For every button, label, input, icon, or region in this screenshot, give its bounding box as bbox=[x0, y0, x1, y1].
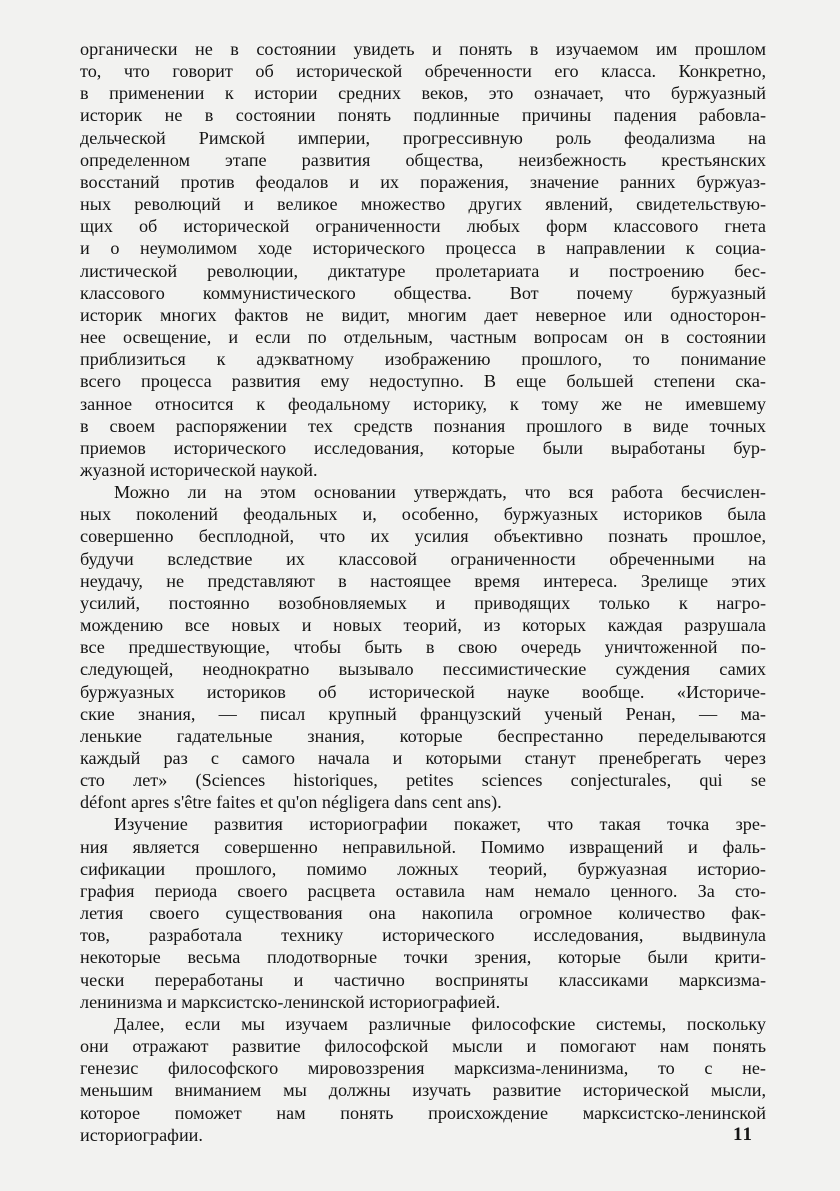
paragraph-3 bbox=[80, 813, 766, 1012]
text-line: жуазной исторической наукой. bbox=[80, 459, 318, 480]
text-line: ленькие гадательные знания, которые беспрестанно переделываются bbox=[80, 725, 766, 746]
text-line: определенном этапе развития общества, неизбежность крестьянских bbox=[80, 149, 766, 170]
text-line: каждый раз с самого начала и которыми станут пренебрегать через bbox=[80, 748, 766, 768]
text-line: дельческой Римской империи, прогрессивную роль феодализма на bbox=[80, 127, 766, 148]
text-line: следующей, неоднократно вызывало пессимистические суждения самих bbox=[80, 659, 766, 680]
text-line: приемов исторического исследования, которые были выработаны бур- bbox=[80, 437, 766, 458]
text-line: графия периода своего расцвета оставила нам немало ценного. За сто- bbox=[80, 880, 766, 901]
text-line: ленинизма и марксистско-ленинской историографией. bbox=[80, 991, 501, 1012]
text-line: всего процесса развития ему недоступно. В еще большей степени ска- bbox=[80, 371, 766, 392]
paragraph-1 bbox=[80, 38, 766, 481]
paragraph-4 bbox=[80, 1013, 766, 1146]
text-line: занное относится к феодальному историку, к тому же не имевшему bbox=[80, 393, 766, 414]
text-line: летия своего существования она накопила огромное количество фак- bbox=[80, 903, 766, 924]
text-line: некоторые весьма плодотворные точки зрения, которые были крити- bbox=[80, 947, 766, 968]
text-line: ных революций и великое множество других явлений, свидетельствую- bbox=[80, 194, 766, 215]
page-number: 11 bbox=[733, 1124, 753, 1145]
text-line: сификации прошлого, помимо ложных теорий, буржуазная историо- bbox=[80, 858, 766, 879]
text-line: щих об исторической ограниченности любых форм классового гнета bbox=[80, 216, 766, 237]
text-line: и о неумолимом ходе исторического процесса в направлении к социа- bbox=[80, 238, 766, 259]
body-text bbox=[80, 38, 766, 1146]
text-line: листической революции, диктатуре пролетариата и построению бес- bbox=[80, 260, 766, 281]
text-line: то, что говорит об исторической обреченности его класса. Конкретно, bbox=[80, 61, 766, 82]
text-line: историк не в состоянии понять подлинные причины падения рабовла- bbox=[80, 105, 766, 126]
text-line: меньшим вниманием мы должны изучать развитие исторической мысли, bbox=[80, 1080, 766, 1101]
text-line: классового коммунистического общества. Вот почему буржуазный bbox=[80, 282, 766, 303]
text-line: мождению все новых и новых теорий, из которых каждая разрушала bbox=[80, 615, 766, 636]
text-line: чески переработаны и частично восприняты классиками марксизма- bbox=[80, 969, 766, 990]
text-line: нее освещение, и если по отдельным, частным вопросам он в состоянии bbox=[80, 327, 766, 348]
paragraph-2 bbox=[80, 481, 766, 813]
text-line: ния является совершенно неправильной. Помимо извращений и фаль- bbox=[80, 836, 766, 857]
text-line: восстаний против феодалов и их поражения, значение ранних буржуаз- bbox=[80, 171, 766, 192]
text-line: усилий, постоянно возобновляемых и приводящих только к нагро- bbox=[80, 592, 766, 613]
text-line: défont apres s'être faites et qu'on négligera dans cent ans). bbox=[80, 792, 502, 813]
text-line: они отражают развитие философской мысли и помогают нам понять bbox=[80, 1036, 766, 1057]
text-line: Изучение развития историографии покажет, что такая точка зре- bbox=[114, 814, 766, 835]
text-line: в применении к истории средних веков, это означает, что буржуазный bbox=[80, 83, 766, 104]
text-line: совершенно бесплодной, что их усилия объективно познать прошлое, bbox=[80, 526, 766, 547]
text-line: будучи вследствие их классовой ограниченности обреченными на bbox=[80, 548, 766, 569]
text-line: историк многих фактов не видит, многим дает неверное или односторон- bbox=[80, 304, 766, 325]
text-line: Далее, если мы изучаем различные философские системы, поскольку bbox=[114, 1013, 766, 1034]
text-line: Можно ли на этом основании утверждать, что вся работа бесчислен- bbox=[114, 482, 766, 503]
text-line: которое поможет нам понять происхождение марксистско-ленинской bbox=[80, 1102, 766, 1123]
text-line: ных поколений феодальных и, особенно, буржуазных историков была bbox=[80, 504, 766, 525]
text-line: буржуазных историков об исторической науке вообще. «Историче- bbox=[80, 681, 766, 702]
text-line: историографии. bbox=[80, 1124, 203, 1145]
text-line: органически не в состоянии увидеть и понять в изучаемом им прошлом bbox=[80, 39, 766, 59]
text-line: неудачу, не представляют в настоящее время интереса. Зрелище этих bbox=[80, 570, 766, 591]
text-line: все предшествующие, чтобы быть в свою очередь уничтоженной по- bbox=[80, 637, 766, 658]
text-line: тов, разработала технику исторического исследования, выдвинула bbox=[80, 925, 766, 946]
text-line: приблизиться к адэкватному изображению прошлого, то понимание bbox=[80, 349, 766, 370]
text-line: в своем распоряжении тех средств познания прошлого в виде точных bbox=[80, 415, 766, 436]
text-line: ские знания, — писал крупный французский ученый Ренан, — ма- bbox=[80, 703, 766, 724]
text-line: сто лет» (Sciences historiques, petites sciences conjecturales, qui se bbox=[80, 770, 766, 791]
text-line: генезис философского мировоззрения марксизма-ленинизма, то с не- bbox=[80, 1058, 766, 1079]
